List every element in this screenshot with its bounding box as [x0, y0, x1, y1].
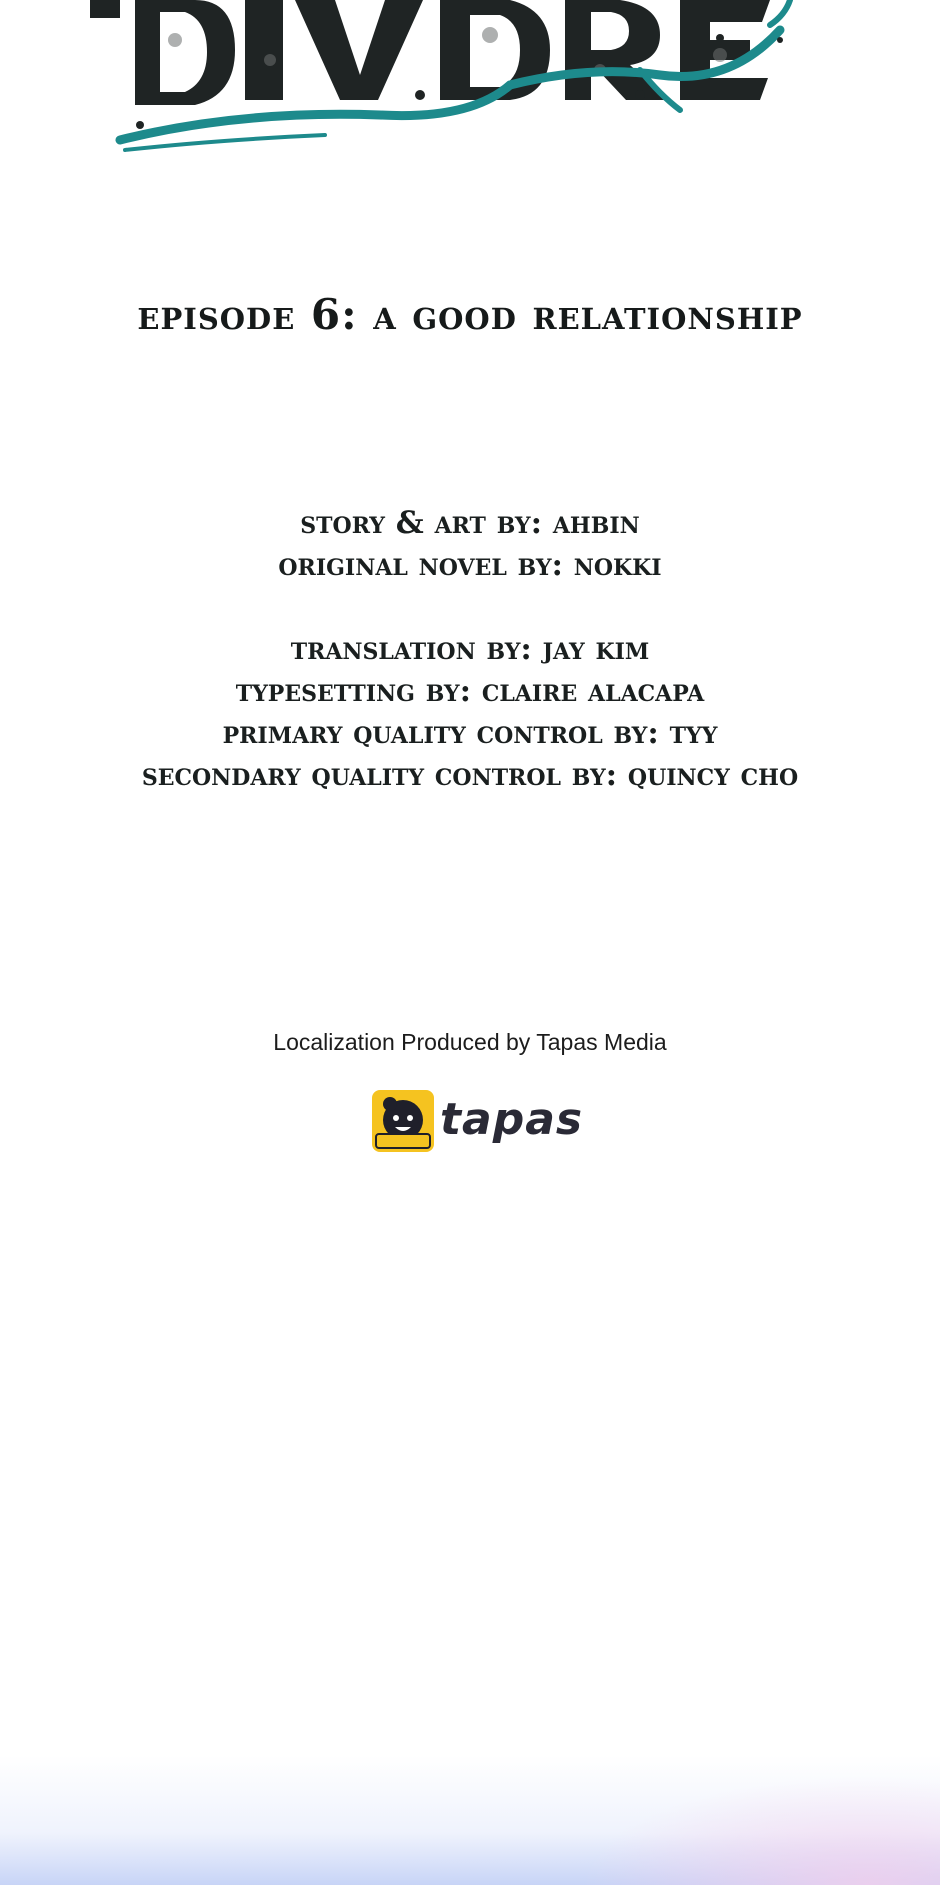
credit-primary-qc: primary quality control by: tyy: [222, 715, 718, 751]
bottom-gradient: [0, 1755, 940, 1885]
episode-title: episode 6: a good relationship: [137, 290, 803, 339]
series-title-logo: [80, 0, 850, 165]
credit-typesetting: typesetting by: claire alacapa: [235, 673, 705, 709]
credit-original-novel: original novel by: nokki: [278, 547, 662, 583]
tapas-mascot-icon: [372, 1090, 434, 1152]
credit-translation: translation by: jay kim: [290, 631, 650, 667]
localization-producer: Localization Produced by Tapas Media: [273, 1029, 667, 1055]
tapas-logo: [372, 1090, 582, 1156]
credit-secondary-qc: secondary quality control by: quincy cho: [141, 757, 799, 793]
credits-block: [0, 502, 940, 796]
tapas-wordmark: tapas: [440, 1094, 584, 1145]
credit-spacer: [0, 586, 940, 628]
credit-story-art: story & art by: ahbin: [300, 505, 640, 541]
